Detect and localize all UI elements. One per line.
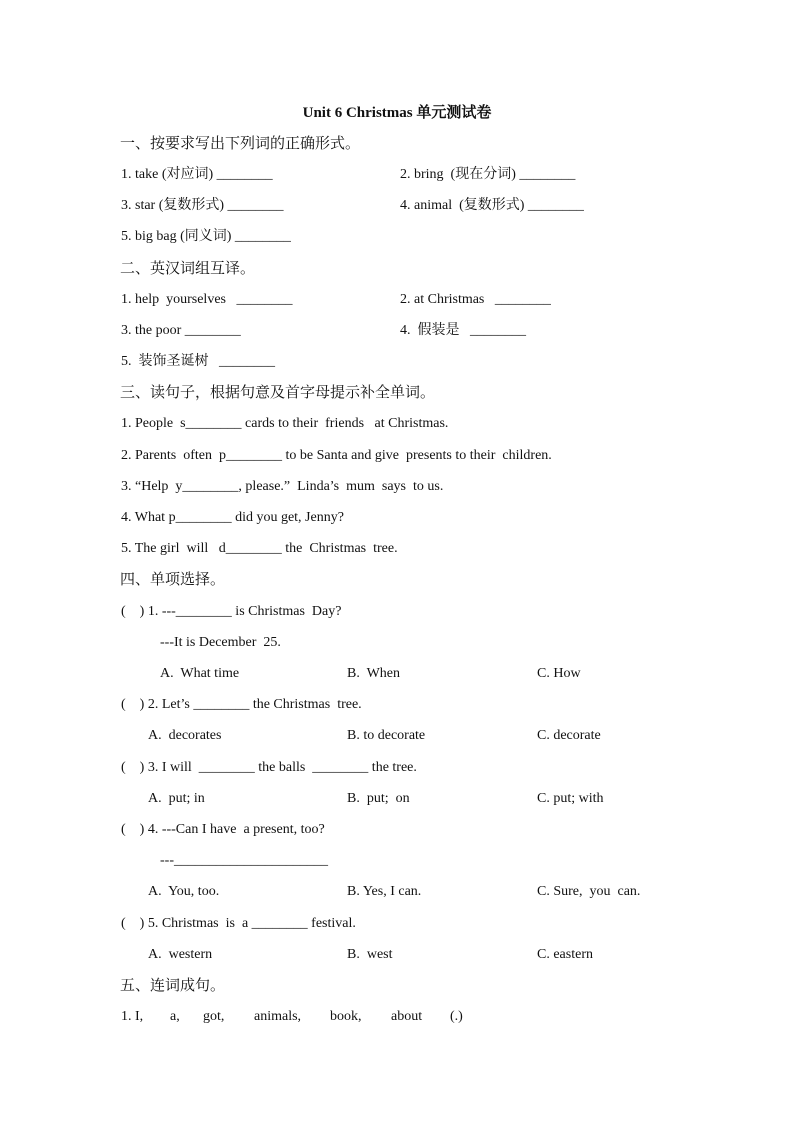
s1-question-5: 5. big bag (同义词) ________ [121, 229, 291, 244]
mc-question-3-option-c: C. put; with [537, 791, 604, 806]
mc-question-3-option-a: A. put; in [148, 791, 205, 806]
s2-question-2: 2. at Christmas ________ [400, 292, 551, 307]
s2-question-4: 4. 假装是 ________ [400, 323, 526, 338]
s2-question-1: 1. help yourselves ________ [121, 292, 293, 307]
mc-question-2-option-c: C. decorate [537, 728, 601, 743]
mc-question-2-stem: ( ) 2. Let’s ________ the Christmas tree. [121, 697, 362, 712]
s5-word-4: animals, [254, 1009, 302, 1024]
s5-word-2: a, [170, 1009, 180, 1024]
mc-question-3-option-b: B. put; on [347, 791, 410, 806]
s2-question-5: 5. 装饰圣诞树 ________ [121, 354, 275, 369]
mc-question-1-option-c: C. How [537, 666, 581, 681]
mc-question-5-option-b: B. west [347, 947, 393, 962]
s5-word-3: got, [203, 1009, 225, 1024]
mc-question-1-option-a: A. What time [160, 666, 240, 681]
s5-word-7: (.) [450, 1009, 463, 1024]
mc-question-1-answer-line: ---It is December 25. [160, 635, 281, 650]
section-2-heading: 二、英汉词组互译。 [120, 259, 256, 277]
s5-word-5: book, [330, 1009, 362, 1024]
page-title: Unit 6 Christmas 单元测试卷 [302, 105, 492, 121]
section-3-heading: 三、读句子，根据句意及首字母提示补全单词。 [120, 383, 436, 401]
s3-question-5: 5. The girl will d________ the Christmas tree. [121, 541, 398, 556]
s3-question-1: 1. People s________ cards to their friends at Christmas. [121, 416, 449, 431]
section-4-heading: 四、单项选择。 [120, 570, 226, 588]
s3-question-4: 4. What p________ did you get, Jenny? [121, 510, 344, 525]
mc-question-4-answer-line: ---______________________ [160, 853, 328, 868]
s1-question-4: 4. animal (复数形式) ________ [400, 198, 584, 213]
s2-question-3: 3. the poor ________ [121, 323, 241, 338]
mc-question-5-stem: ( ) 5. Christmas is a ________ festival. [121, 916, 356, 931]
mc-question-4-stem: ( ) 4. ---Can I have a present, too? [121, 822, 325, 837]
mc-question-4-option-c: C. Sure, you can. [537, 884, 641, 899]
s1-question-1: 1. take (对应词) ________ [121, 167, 273, 182]
mc-question-4-option-a: A. You, too. [148, 884, 220, 899]
s1-question-3: 3. star (复数形式) ________ [121, 198, 284, 213]
s5-word-1: 1. I, [121, 1009, 144, 1024]
mc-question-2-option-a: A. decorates [148, 728, 222, 743]
s3-question-3: 3. “Help y________, please.” Linda’s mum says to us. [121, 479, 444, 494]
s5-word-6: about [391, 1009, 423, 1024]
s1-question-2: 2. bring (现在分词) ________ [400, 167, 576, 182]
mc-question-1-stem: ( ) 1. ---________ is Christmas Day? [121, 604, 342, 619]
mc-question-5-option-a: A. western [148, 947, 213, 962]
s3-question-2: 2. Parents often p________ to be Santa and give presents to their children. [121, 448, 552, 463]
mc-question-3-stem: ( ) 3. I will ________ the balls ________ the tree. [121, 760, 417, 775]
mc-question-1-option-b: B. When [347, 666, 401, 681]
mc-question-4-option-b: B. Yes, I can. [347, 884, 422, 899]
mc-question-2-option-b: B. to decorate [347, 728, 426, 743]
section-5-heading: 五、连词成句。 [120, 976, 226, 994]
section-1-heading: 一、按要求写出下列词的正确形式。 [120, 134, 361, 152]
mc-question-5-option-c: C. eastern [537, 947, 593, 962]
